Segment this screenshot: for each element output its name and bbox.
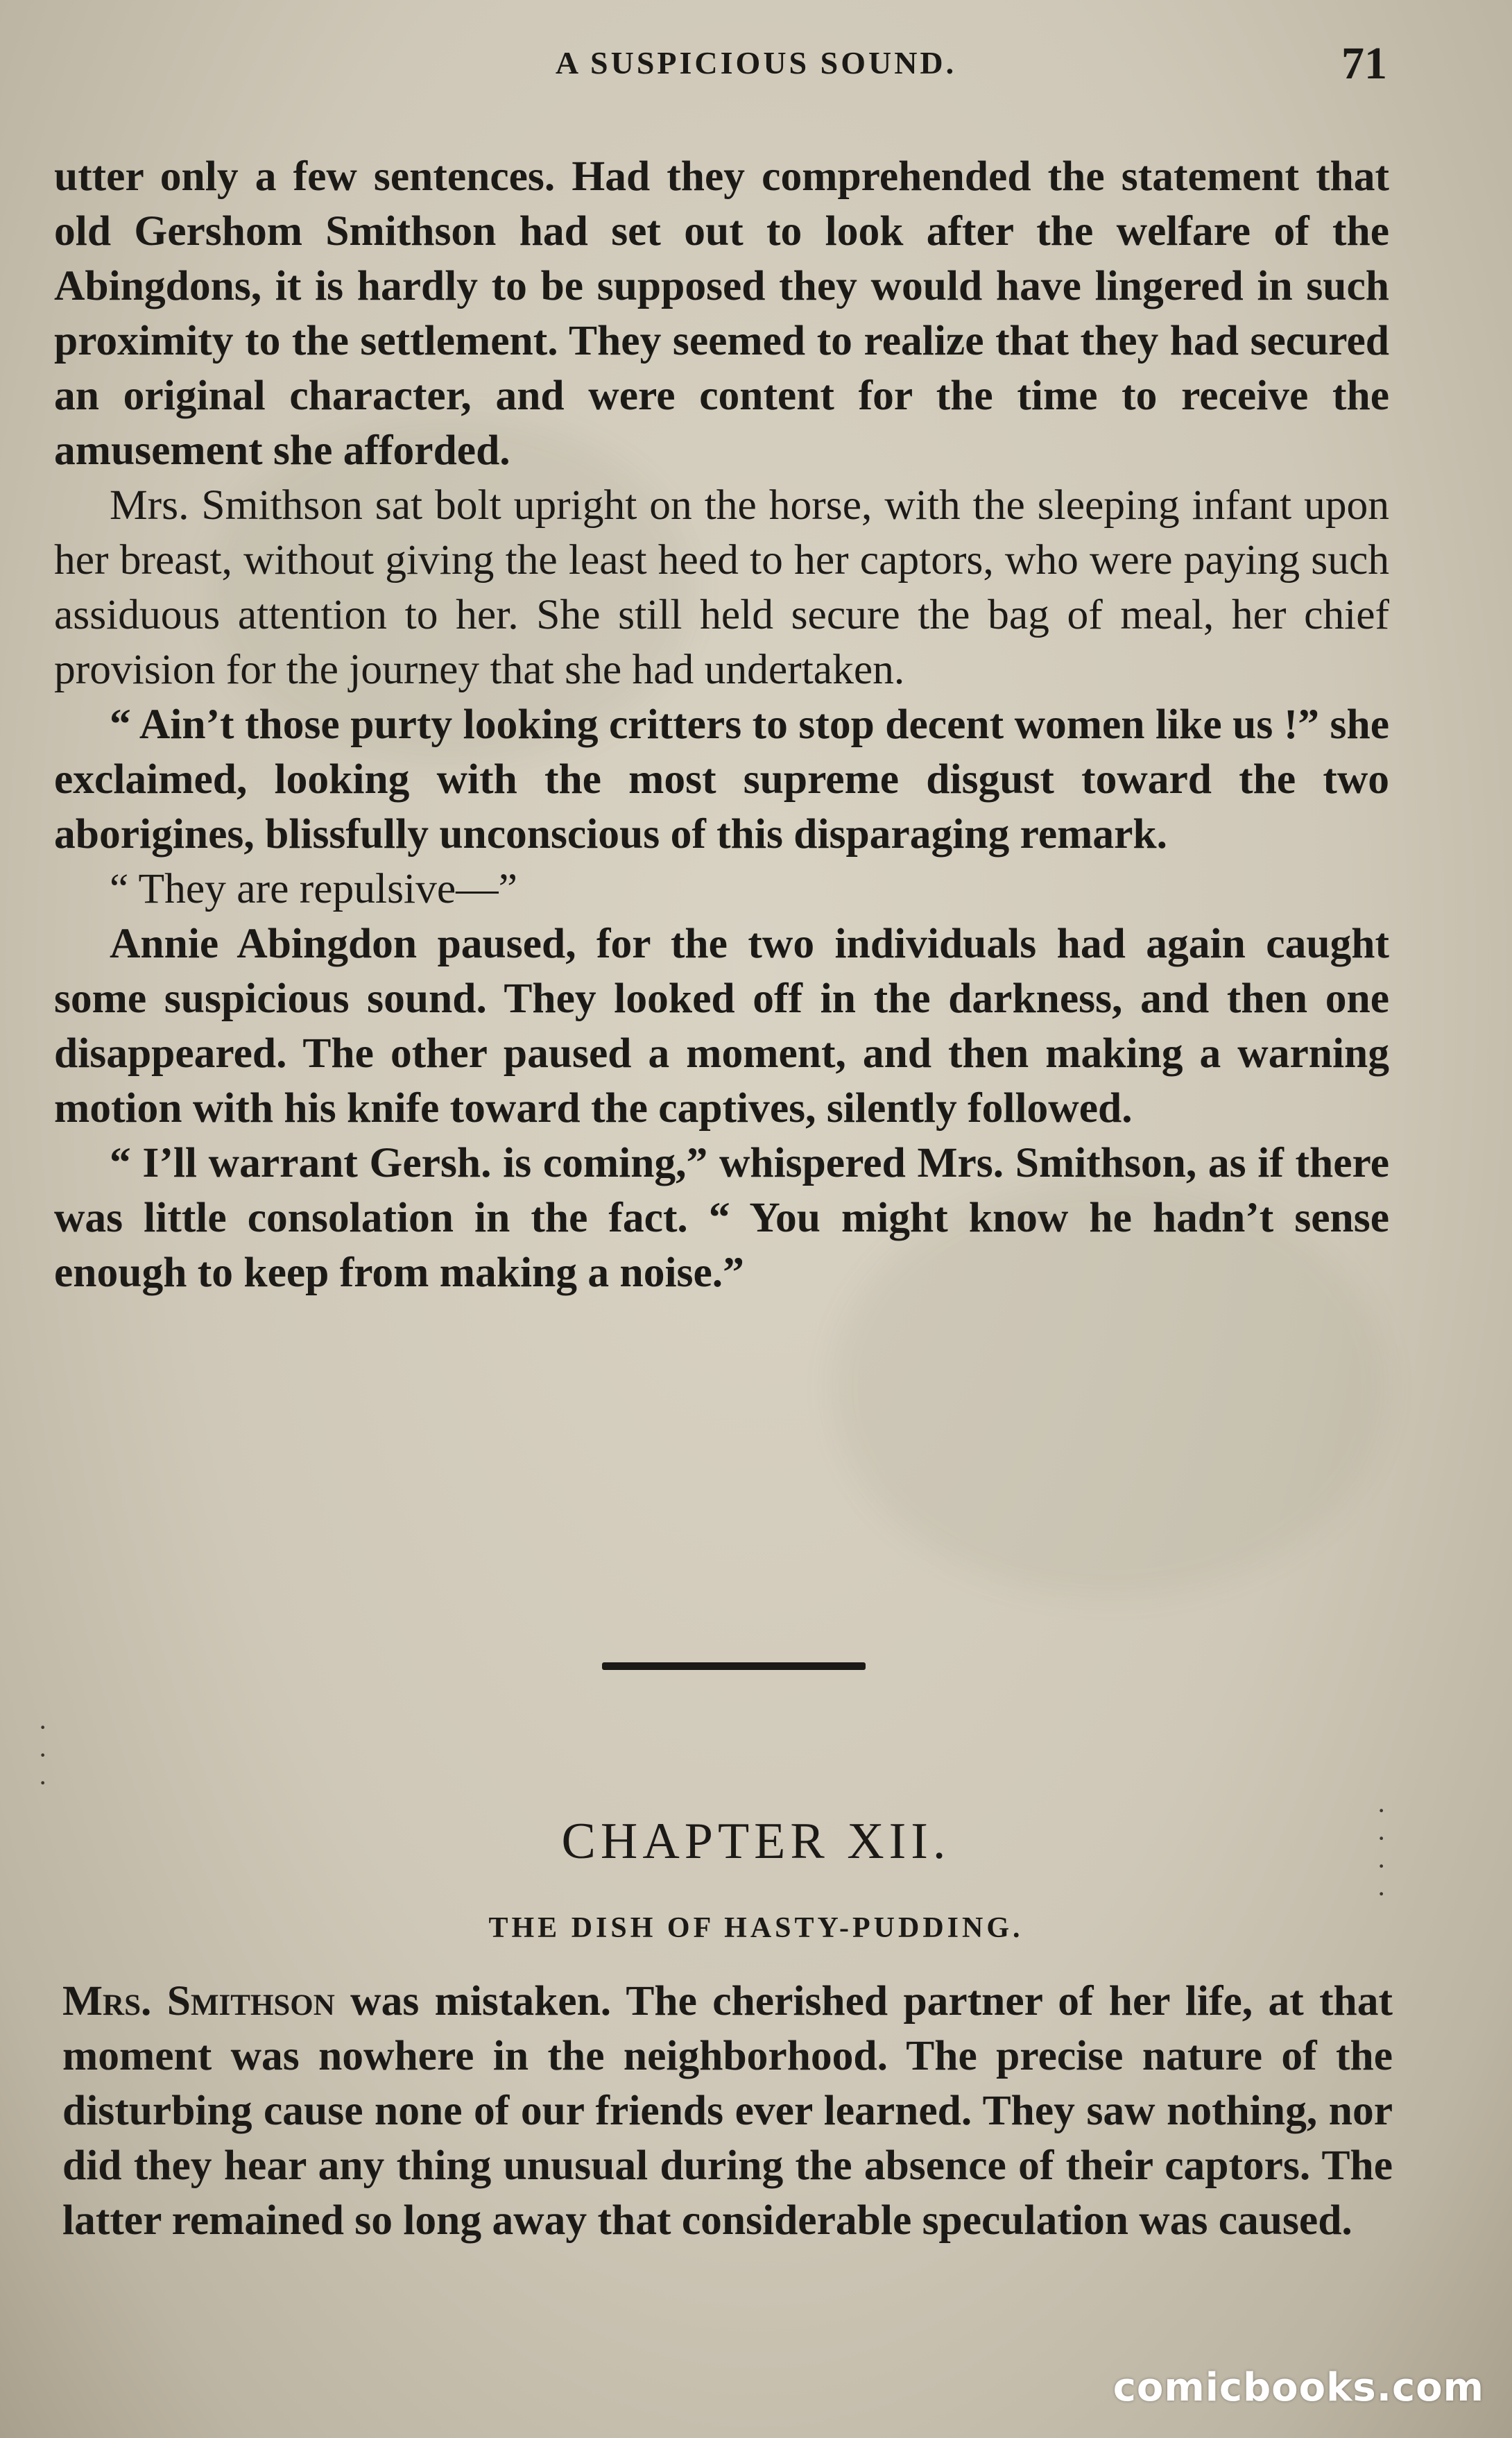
- paragraph: “ Ain’t those purty looking critters to stop decent women like us !” she exclaimed, looking with the most supreme disgust toward the two aborigines, blissfully unconscious of this disparaging remark.: [54, 701, 1389, 858]
- chapter-title: CHAPTER XII.: [561, 1813, 951, 1870]
- margin-speckles: · · · ·: [1377, 1795, 1386, 1909]
- chapter-paragraph-text: was mistaken. The cherished partner of her life, at that moment was nowhere in the neighborhood. The precise nature of the disturbing cause none of our friends ever learned. They saw nothing, nor did they hear any thing unusual during the absence of their captors. The latter remained so long away that considerable speculation was caused.: [62, 1977, 1393, 2244]
- watermark: comicbooks.com: [1112, 2365, 1484, 2410]
- running-head: [0, 35, 1512, 97]
- opening-words: Mrs. Smithson: [62, 1977, 335, 2024]
- section-rule: [602, 1662, 866, 1670]
- paragraph: Annie Abingdon paused, for the two individuals had again caught some suspicious sound. They looked off in the darkness, and then one disappeared. The other paused a moment, and then making a warning motion with his knife toward the captives, silently followed.: [54, 920, 1389, 1132]
- chapter-opening: [62, 1974, 1393, 2248]
- paragraph: utter only a few sentences. Had they comprehended the statement that old Gershom Smithson had set out to look after the welfare of the Abingdons, it is hardly to be supposed they would have lingered in such proximity to the settlement. They seemed to realize that they had secured an original character, and were content for the time to receive the amusement she afforded.: [54, 153, 1389, 474]
- chapter-subtitle: THE DISH OF HASTY-PUDDING.: [488, 1912, 1024, 1944]
- margin-speckles: · · ·: [38, 1712, 48, 1798]
- paragraph: [62, 1974, 1393, 2248]
- running-title: A SUSPICIOUS SOUND.: [555, 45, 957, 80]
- paragraph: Mrs. Smithson sat bolt upright on the horse, with the sleeping infant upon her breast, without giving the least heed to her captors, who were paying such assiduous attention to her. She still held secure the bag of meal, her chief provision for the journey that she had undertaken.: [54, 481, 1389, 693]
- body-text: [54, 149, 1389, 1300]
- paragraph: “ I’ll warrant Gersh. is coming,” whispered Mrs. Smithson, as if there was little consolation in the fact. “ You might know he hadn’t sense enough to keep from making a noise.”: [54, 1139, 1389, 1296]
- page-number: 71: [1341, 38, 1387, 89]
- paragraph: “ They are repulsive—”: [110, 865, 517, 912]
